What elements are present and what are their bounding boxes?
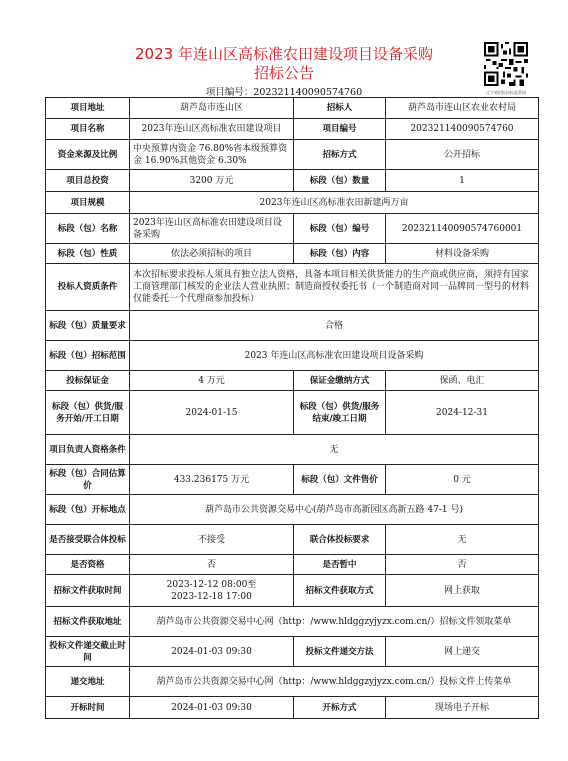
cell-value: 202321140090574760 — [386, 119, 539, 140]
table-row — [46, 311, 539, 341]
table-row — [46, 495, 539, 525]
cell-value: 葫芦岛市公共资源交易中心网（http：/www.hldggzyjyzx.com.cn/）招标文件领取菜单 — [130, 607, 539, 637]
cell-value: 否 — [130, 555, 294, 575]
cell-label: 投标文件递交截止时间 — [46, 637, 130, 667]
cell-value: 2023年连山区高标准农田新建两万亩 — [130, 192, 539, 214]
cell-label: 递交地址 — [46, 667, 130, 697]
table-row — [46, 341, 539, 371]
cell-value: 2023年连山区高标准农田建设项目 — [130, 119, 294, 140]
acquire-end-time: 2023-12-18 17:00 — [171, 591, 252, 602]
project-number-line: 项目编号：202321140090574760 — [205, 87, 363, 98]
cell-value: 433.236175 万元 — [130, 465, 294, 495]
cell-value: 葫芦岛市连山区农业农村局 — [386, 98, 539, 119]
cell-label: 项目总投资 — [46, 170, 130, 192]
table-row — [46, 119, 539, 140]
cell-label: 标段（包）开标地点 — [46, 495, 130, 525]
cell-label: 标段（包）内容 — [294, 244, 386, 264]
cell-value: 无 — [386, 525, 539, 555]
cell-value: 材料设备采购 — [386, 244, 539, 264]
cell-label: 是否接受联合体投标 — [46, 525, 130, 555]
table-row — [46, 192, 539, 214]
table-row — [46, 575, 539, 607]
cell-label: 标段（包）名称 — [46, 214, 130, 244]
cell-label: 是否暂中 — [294, 555, 386, 575]
cell-value: 否 — [386, 555, 539, 575]
cell-value: 葫芦岛市公共资源交易中心网（http：/www.hldggzyjyzx.com.cn/）投标文件上传菜单 — [130, 667, 539, 697]
table-row — [46, 214, 539, 244]
cell-value: 本次招标要求投标人须具有独立法人资格，具备本项目相关供货能力的生产商或供应商，须持有国家工商管理部门核发的企业法人营业执照；制造商授权委托书（一个制造商对同一品牌同一型号的材料仅能委托一个代理商参加投标） — [130, 264, 539, 311]
cell-label: 项目负责人资格条件 — [46, 435, 130, 465]
cell-label: 投标人资质条件 — [46, 264, 130, 311]
table-row — [46, 435, 539, 465]
cell-label: 标段（包）合同估算价 — [46, 465, 130, 495]
notice-subtitle: 招标公告 — [253, 64, 314, 82]
qr-code-icon — [484, 42, 528, 86]
cell-label: 标段（包）编号 — [294, 214, 386, 244]
table-row — [46, 391, 539, 435]
cell-label: 标段（包）质量要求 — [46, 311, 130, 341]
cell-label: 招标文件获取地址 — [46, 607, 130, 637]
cell-label: 招标文件获取时间 — [46, 575, 130, 607]
acquire-start-time: 2023-12-12 08:00至 — [166, 579, 257, 590]
cell-value: 葫芦岛市公共资源交易中心(葫芦岛市高新园区高新五路 47-1 号) — [130, 495, 539, 525]
cell-value: 葫芦岛市连山区 — [130, 98, 294, 119]
cell-value: 2024-01-03 09:30 — [130, 637, 294, 667]
cell-value: 4 万元 — [130, 371, 294, 391]
cell-value: 2023 年连山区高标准农田建设项目设备采购 — [130, 341, 539, 371]
cell-value: 0 元 — [386, 465, 539, 495]
notice-title: 2023 年连山区高标准农田建设项目设备采购 — [135, 45, 433, 63]
cell-value: 中央预算内资金 76.80%省本级预算资金 16.90%其他资金 6.30% — [130, 140, 294, 170]
qr-caption: 辽宁省招标投标监管网 — [486, 90, 526, 95]
cell-label: 招标文件获取方式 — [294, 575, 386, 607]
table-row — [46, 244, 539, 264]
cell-label: 开标方式 — [294, 697, 386, 719]
cell-value: 无 — [130, 435, 539, 465]
cell-value — [130, 575, 294, 607]
table-row — [46, 264, 539, 311]
cell-value: 2024-01-03 09:30 — [130, 697, 294, 719]
cell-label: 资金来源及比例 — [46, 140, 130, 170]
table-row — [46, 697, 539, 719]
table-row — [46, 465, 539, 495]
cell-value: 网上获取 — [386, 575, 539, 607]
cell-value: 1 — [386, 170, 539, 192]
cell-label: 是否资格 — [46, 555, 130, 575]
cell-label: 保证金缴纳方式 — [294, 371, 386, 391]
cell-label: 招标方式 — [294, 140, 386, 170]
cell-label: 联合体投标要求 — [294, 525, 386, 555]
table-row — [46, 525, 539, 555]
cell-label: 标段（包）供货/服务结束/竣工日期 — [294, 391, 386, 435]
cell-value: 2024-12-31 — [386, 391, 539, 435]
tender-info-table — [45, 97, 539, 719]
cell-value: 网上递交 — [386, 637, 539, 667]
table-row — [46, 607, 539, 637]
cell-value: 合格 — [130, 311, 539, 341]
cell-label: 投标保证金 — [46, 371, 130, 391]
table-row — [46, 371, 539, 391]
cell-value: 不接受 — [130, 525, 294, 555]
cell-label: 标段（包）文件售价 — [294, 465, 386, 495]
cell-value: 公开招标 — [386, 140, 539, 170]
cell-label: 项目规模 — [46, 192, 130, 214]
cell-value: 现场电子开标 — [386, 697, 539, 719]
cell-label: 开标时间 — [46, 697, 130, 719]
cell-label: 招标人 — [294, 98, 386, 119]
cell-value: 保函、电汇 — [386, 371, 539, 391]
cell-label: 标段（包）供货/服务开始/开工日期 — [46, 391, 130, 435]
cell-label: 投标文件递交方法 — [294, 637, 386, 667]
cell-value: 依法必须招标的项目 — [130, 244, 294, 264]
table-row — [46, 667, 539, 697]
cell-label: 项目地址 — [46, 98, 130, 119]
cell-label: 项目名称 — [46, 119, 130, 140]
cell-value: 202321140090574760001 — [386, 214, 539, 244]
table-row — [46, 98, 539, 119]
cell-value: 3200 万元 — [130, 170, 294, 192]
table-row — [46, 170, 539, 192]
table-row — [46, 140, 539, 170]
cell-label: 标段（包）招标范围 — [46, 341, 130, 371]
cell-label: 标段（包）数量 — [294, 170, 386, 192]
cell-label: 标段（包）性质 — [46, 244, 130, 264]
table-row — [46, 637, 539, 667]
table-row — [46, 555, 539, 575]
cell-label: 项目编号 — [294, 119, 386, 140]
cell-value: 2024-01-15 — [130, 391, 294, 435]
cell-value: 2023年连山区高标准农田建设项目设备采购 — [130, 214, 294, 244]
